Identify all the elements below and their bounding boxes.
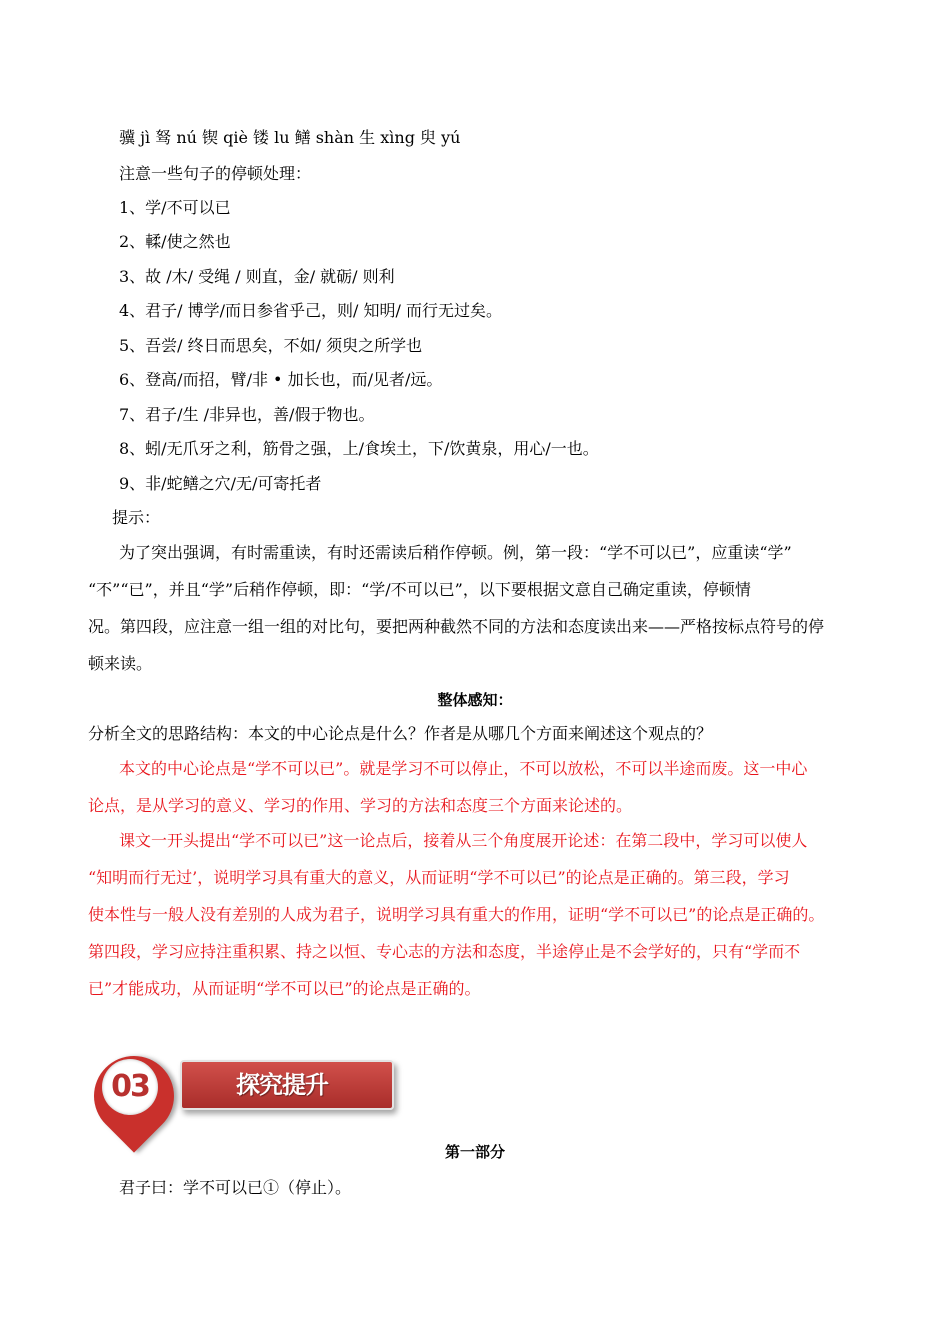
answer-line: 已”才能成功，从而证明“学不可以已”的论点是正确的。 — [88, 979, 481, 998]
answer-line: 第四段，学习应持注重积累、持之以恒、专心志的方法和态度，半途停止是不会学好的，只有“学而不 — [88, 942, 801, 961]
pronunciation-line: 骥 jì 驽 nú 锲 qiè 镂 lu 鳝 shàn 生 xìng 臾 yú — [119, 128, 461, 147]
pause-item: 7、君子/生 /非异也，善/假于物也。 — [119, 405, 375, 424]
answer-line: 本文的中心论点是“学不可以已”。就是学习不可以停止，不可以放松，不可以半途而废。这一中心 — [119, 759, 808, 778]
part-heading: 第一部分 — [444, 1143, 505, 1161]
overall-question: 分析全文的思路结构：本文的中心论点是什么？作者是从哪几个方面来阐述这个观点的？ — [88, 724, 713, 743]
hint-line: 为了突出强调，有时需重读，有时还需读后稍作停顿。例，第一段：“学不可以已”，应重读“学” — [119, 543, 792, 562]
hint-line: “不”“已”，并且“学”后稍作停顿，即：“学/不可以已”，以下要根据文意自己确定重读，停顿情 — [88, 580, 751, 599]
hint-line: 况。第四段，应注意一组一组的对比句，要把两种截然不同的方法和态度读出来——严格按标点符号的停 — [88, 617, 825, 636]
section-number: 03 — [111, 1069, 149, 1104]
pause-intro: 注意一些句子的停顿处理： — [119, 164, 312, 183]
overall-heading: 整体感知： — [437, 691, 513, 709]
pause-item: 1、学/不可以已 — [119, 198, 231, 217]
answer-line: 论点，是从学习的意义、学习的作用、学习的方法和态度三个方面来论述的。 — [88, 796, 633, 815]
section-badge — [88, 1046, 398, 1156]
answer-line: 课文一开头提出“学不可以已”这一论点后，接着从三个角度展开论述：在第二段中，学习可以使人 — [119, 831, 808, 850]
pause-item: 5、吾尝/ 终日而思矣，不如/ 须臾之所学也 — [119, 336, 423, 355]
pause-item: 9、非/蛇鳝之穴/无/可寄托者 — [119, 474, 322, 493]
hint-line: 顿来读。 — [88, 654, 153, 673]
pause-item: 6、登高/而招，臂/非 • 加长也，而/见者/远。 — [119, 370, 443, 389]
pause-item: 8、蚓/无爪牙之利，筋骨之强，上/食埃土，下/饮黄泉，用心/一也。 — [119, 439, 599, 458]
pause-item: 2、輮/使之然也 — [119, 232, 231, 251]
pause-item: 3、故 /木/ 受绳 / 则直，金/ 就砺/ 则利 — [119, 267, 395, 286]
hint-label: 提示： — [112, 508, 161, 527]
pause-item: 4、君子/ 博学/而日参省乎己，则/ 知明/ 而行无过矣。 — [119, 301, 503, 320]
section-title: 探究提升 — [236, 1071, 328, 1099]
answer-line: “知明而行无过’，说明学习具有重大的意义，从而证明“学不可以已”的论点是正确的。第三段，学习 — [88, 868, 790, 887]
section-title-bar — [180, 1060, 394, 1110]
part-first-line: 君子曰：学不可以已①（停止）。 — [119, 1178, 352, 1197]
answer-line: 使本性与一般人没有差别的人成为君子，说明学习具有重大的作用，证明“学不可以已”的论点是正确的。 — [88, 905, 825, 924]
